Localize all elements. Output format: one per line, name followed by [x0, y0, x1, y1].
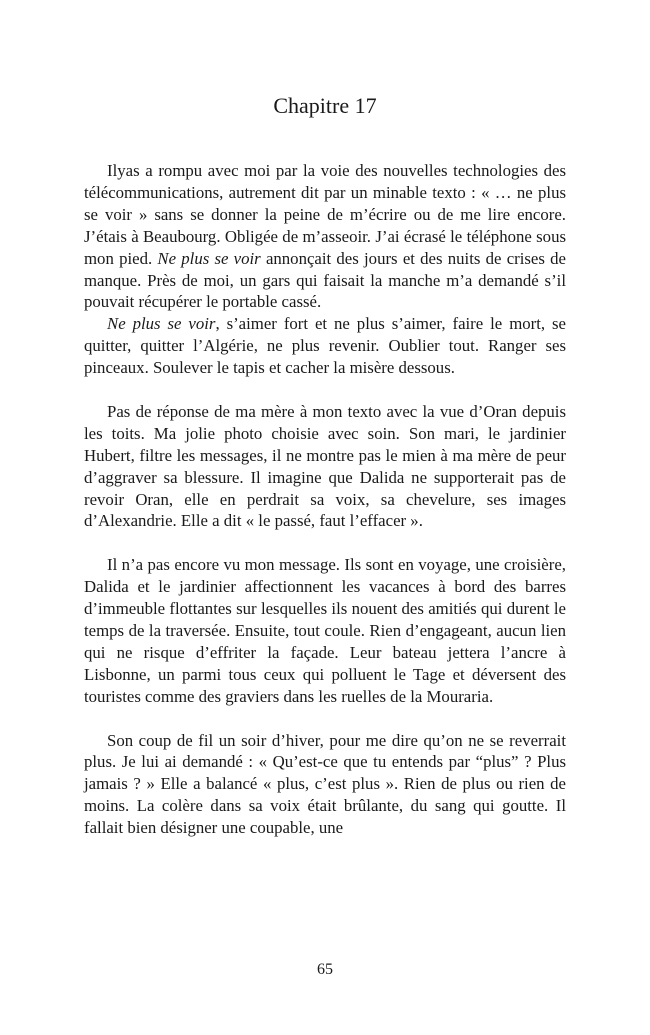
italic-text: Ne plus se voir [107, 314, 216, 334]
paragraph [84, 554, 566, 707]
text-section [84, 554, 566, 707]
text-run: Son coup de fil un soir d’hiver, pour me dire qu’on ne se reverrait plus. Je lui ai demandé : « Qu’est-ce que tu entends par “plus” ? Plus jamais ? » Elle a balancé « plus, c’est plus ». Rien de plus ou rien de moins. La colère dans sa voix était brûlante, du sang qui goutte. Il fallait bien désigner une coupable, une [84, 730, 566, 838]
chapter-title: Chapitre 17 [273, 93, 377, 118]
page-number: 65 [317, 961, 333, 978]
text-run: Il n’a pas encore vu mon message. Ils sont en voyage, une croisière, Dalida et le jardinier affectionnent les vacances à bord des barres d’immeuble flottantes sur lesquelles ils nouent des amitiés qui durent le temps de la traversée. Ensuite, tout coule. Rien d’engageant, aucun lien qui ne risque d’effriter la façade. Leur bateau jettera l’ancre à Lisbonne, un parmi tous ceux qui polluent le Tage et déversent des touristes comme des graviers dans les ruelles de la Mouraria. [84, 555, 566, 706]
chapter-body [84, 160, 566, 861]
text-section [84, 160, 566, 379]
text-run: Ilyas a rompu avec moi par la voie des nouvelles technologies des télécommunications, autrement dit par un minable texto : « … ne plus se voir » sans se donner la peine de m’écrire ou de me lire encore. J’étais à Beaubourg. Obligée de m’asseoir. J’ai écrasé le téléphone sous mon pied. [84, 161, 566, 268]
text-run: , s’aimer fort et ne plus s’aimer, faire le mort, se quitter, quitter l’Algérie, ne plus revenir. Oublier tout. Ranger ses pinceaux. Soulever le tapis et cacher la misère dessous. [84, 314, 566, 378]
text-section [84, 401, 566, 532]
text-run: Pas de réponse de ma mère à mon texto avec la vue d’Oran depuis les toits. Ma jolie photo choisie avec soin. Son mari, le jardinier Hubert, filtre les messages, il ne montre pas le mien à ma mère de peur d’aggraver sa blessure. Il imagine que Dalida ne supporterait pas de revoir Oran, elle en perdrait sa voix, sa chevelure, ses images d’Alexandrie. Elle a dit « le passé, faut l’effacer ». [84, 401, 566, 531]
paragraph [84, 401, 566, 532]
paragraph [84, 160, 566, 313]
italic-text: Ne plus se voir [157, 248, 261, 268]
paragraph [84, 313, 566, 379]
text-section [84, 730, 566, 840]
paragraph [84, 730, 566, 840]
text-run: annonçait des jours et des nuits de crises de manque. Près de moi, un gars qui faisait la manche m’a demandé s’il pouvait récupérer le portable cassé. [84, 248, 566, 312]
